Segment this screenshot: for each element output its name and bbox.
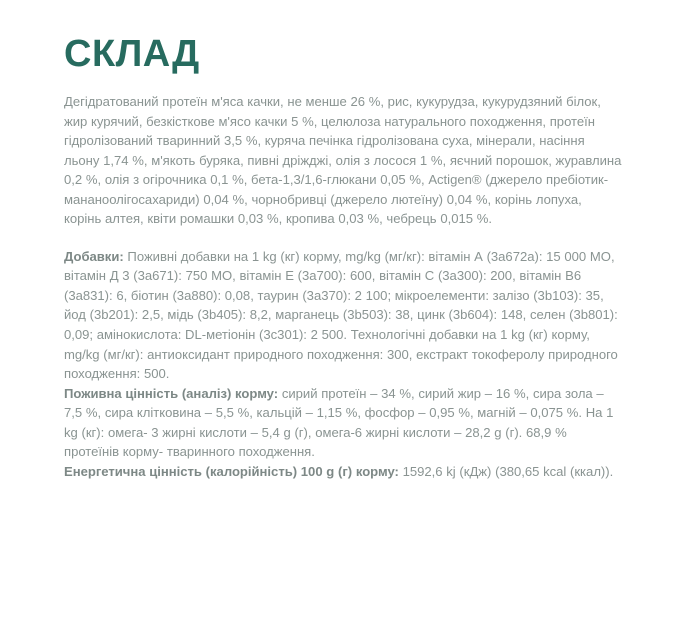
additives-label: Добавки: xyxy=(64,248,124,264)
composition-body xyxy=(64,92,622,481)
energy-value-paragraph xyxy=(64,462,622,482)
additives-paragraph xyxy=(64,247,622,384)
nutritional-value-paragraph xyxy=(64,384,622,462)
page-title: СКЛАД xyxy=(64,33,200,75)
nutritional-value-label: Поживна цінність (аналіз) корму: xyxy=(64,385,279,401)
composition-paragraph xyxy=(64,92,622,229)
energy-value-label: Енергетична цінність (калорійність) 100 g (г) корму: xyxy=(64,463,399,479)
composition-text: Дегідратований протеїн м'яса качки, не менше 26 %, рис, кукурудза, кукурудзяний білок, жир курячий, безкісткове м'ясо качки 5 %, целюлоза натурального походження, протеїн гідролізований тваринний 3,5 %, куряча печінка гідролізована суха, мінерали, насіння льону 1,74 %, м'якоть буряка, пивні дріжджі, олія з лосося 1 %, яєчний порошок, журавлина 0,2 %, олія з огірочника 0,1 %, бета-1,3/1,6-глюкани 0,05 %, Actigen® (джерело пребіотик- мананоолігосахариди) 0,04 %, чорнобривці (джерело лютеїну) 0,04 %, корінь лопуха, корінь алтея, квіти ромашки 0,03 %, кропива 0,03 %, чебрець 0,015 %. xyxy=(64,94,622,227)
additives-text: Поживні добавки на 1 kg (кг) корму, mg/kg (мг/кг): вітамін А (3а672а): 15 000 МО, вітамін Д 3 (3а671): 750 МО, вітамін Е (3а700): 600, вітамін С (3а300): 200, вітамін В6 (3а831): 6, біотин (3а880): 0,08, таурин (3а370): 2 100; мікроелементи: залізо (3b103): 35, йод (3b201): 2,5, мідь (3b405): 8,2, марганець (3b503): 38, цинк (3b604): 148, селен (3b801): 0,09; амінокислота: DL-метіонін (3c301): 2 500. Технологічні добавки на 1 kg (кг) корму, mg/kg (мг/кг): антиоксидант природного походження: 300, екстракт токоферолу природного походження: 500. xyxy=(64,248,618,382)
nutritional-value-text: сирий протеїн – 34 %, сирий жир – 16 %, сира зола – 7,5 %, сира клітковина – 5,5 %, кальцій – 1,15 %, фосфор – 0,95 %, магній – 0,075 %. На 1 kg (кг): омега- 3 жирні кислоти – 5,4 g (г), омега-6 жирні кислоти – 28,2 g (г). 68,9 % протеїнів корму- тваринного походження. xyxy=(64,385,614,460)
energy-value-text: 1592,6 kj (кДж) (380,65 kcal (ккал)). xyxy=(398,463,614,479)
